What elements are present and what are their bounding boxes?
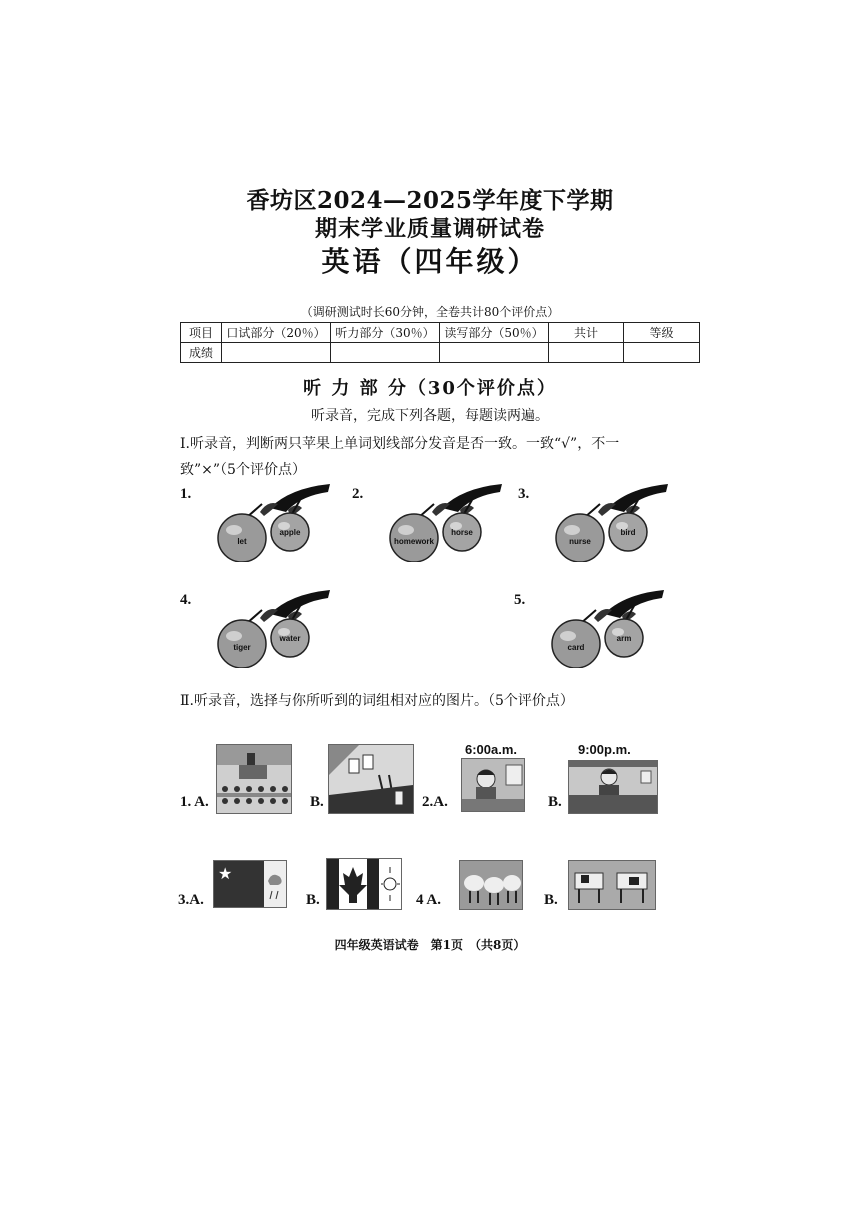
- flag-rain-icon: [214, 861, 286, 907]
- svg-text:★: ★: [218, 864, 233, 883]
- pic-label: 1. A.: [180, 794, 209, 810]
- score-cell: 项目: [181, 323, 222, 343]
- pic-label: B.: [310, 794, 324, 810]
- score-cell: 等级: [624, 323, 700, 343]
- apple-word-right: apple: [279, 528, 301, 537]
- apple-word-right: horse: [451, 528, 473, 537]
- score-cell: 听力部分（30％）: [331, 323, 440, 343]
- exam-subject-title: 英语（四年级）: [321, 245, 539, 278]
- exam-note: （调研测试时长60分钟，全卷共计80个评价点）: [300, 305, 560, 319]
- score-cell: 共计: [549, 323, 624, 343]
- pic-label: B.: [306, 892, 320, 908]
- empty-room-picture[interactable]: [328, 744, 414, 814]
- morning-picture[interactable]: [461, 758, 525, 812]
- score-table-row: [181, 343, 700, 363]
- score-cell: 口试部分（20％）: [222, 323, 331, 343]
- score-cell: 读写部分（50％）: [440, 323, 549, 343]
- score-entry-cell[interactable]: [222, 343, 331, 363]
- apple-item-number: 2.: [352, 486, 364, 502]
- room-icon: [329, 745, 413, 813]
- apple-item-number: 3.: [518, 486, 530, 502]
- apple-branch-icon[interactable]: [200, 482, 340, 562]
- question1-instruction-line2: 致”×”（5个评价点）: [180, 462, 306, 478]
- boy-waking-icon: [462, 759, 524, 811]
- time-caption: 6:00a.m.: [465, 742, 518, 757]
- apple-item-number: 4.: [180, 592, 192, 608]
- canada-weather-picture[interactable]: [326, 858, 402, 910]
- pic-label: 2.A.: [422, 794, 448, 810]
- score-table: [180, 322, 700, 363]
- exam-title-line2: 期末学业质量调研试卷: [314, 216, 545, 242]
- cow-icon: [569, 861, 655, 909]
- score-entry-cell[interactable]: [549, 343, 624, 363]
- apple-word-right: water: [279, 634, 301, 643]
- apple-word-left: let: [237, 537, 247, 546]
- apple-item-number: 5.: [514, 592, 526, 608]
- question2-instruction: Ⅱ.听录音，选择与你所听到的词组相对应的图片。（5个评价点）: [180, 693, 574, 709]
- apple-branch-icon[interactable]: [538, 482, 678, 562]
- apple-word-left: card: [567, 643, 585, 652]
- pic-label: 3.A.: [178, 892, 204, 908]
- china-weather-picture[interactable]: [213, 860, 287, 908]
- apple-word-left: nurse: [569, 537, 591, 546]
- night-picture[interactable]: [568, 760, 658, 814]
- classroom-icon: [217, 745, 291, 813]
- pic-label: 4 A.: [416, 892, 442, 908]
- apple-branch-icon[interactable]: [372, 482, 512, 562]
- listening-section-title: 听 力 部 分（30个评价点）: [303, 378, 557, 399]
- apple-branch-icon[interactable]: [534, 588, 674, 668]
- score-cell: 成绩: [181, 343, 222, 363]
- sheep-icon: [460, 861, 522, 909]
- score-entry-cell[interactable]: [624, 343, 700, 363]
- score-entry-cell[interactable]: [440, 343, 549, 363]
- sheep-picture[interactable]: [459, 860, 523, 910]
- boy-bedtime-icon: [569, 761, 657, 813]
- flag-sun-icon: [327, 859, 401, 909]
- listening-instructions: 听录音，完成下列各题，每题读两遍。: [311, 408, 549, 424]
- apple-branch-icon[interactable]: [200, 588, 340, 668]
- apple-word-right: bird: [620, 528, 636, 537]
- apple-word-left: tiger: [233, 643, 251, 652]
- pic-label: B.: [548, 794, 562, 810]
- cows-picture[interactable]: [568, 860, 656, 910]
- score-table-header-row: [181, 323, 700, 343]
- time-caption: 9:00p.m.: [578, 742, 631, 757]
- question1-instruction-line1: Ⅰ.听录音，判断两只苹果上单词划线部分发音是否一致。一致“√”，不一: [180, 436, 620, 452]
- page-footer: 四年级英语试卷 第1页 （共8页）: [334, 938, 526, 952]
- classroom-picture[interactable]: [216, 744, 292, 814]
- pic-label: B.: [544, 892, 558, 908]
- apple-word-right: arm: [616, 634, 632, 643]
- exam-title-line1: 香坊区2024—2025学年度下学期: [246, 187, 614, 214]
- apple-item-number: 1.: [180, 486, 192, 502]
- score-entry-cell[interactable]: [331, 343, 440, 363]
- apple-word-left: homework: [393, 537, 435, 546]
